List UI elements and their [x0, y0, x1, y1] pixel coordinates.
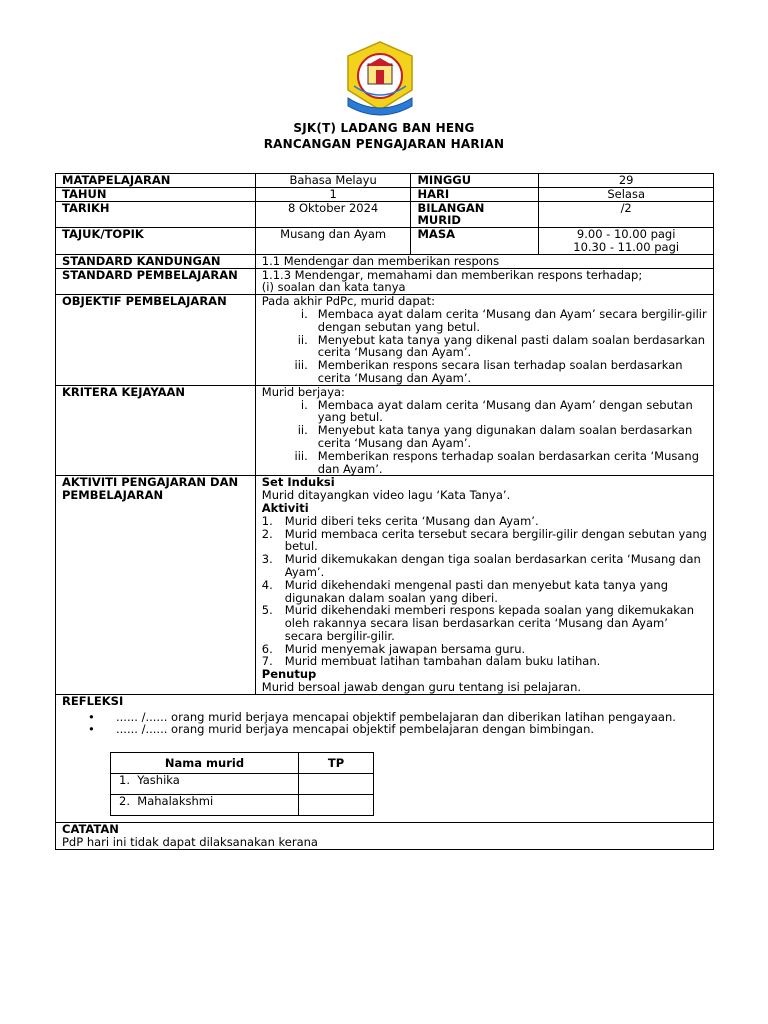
tarikh-value: 8 Oktober 2024	[255, 201, 411, 228]
catatan-content	[56, 823, 714, 850]
objektif-list	[262, 308, 707, 385]
tajuk-value: Musang dan Ayam	[255, 228, 411, 255]
item-number: iii.	[294, 448, 308, 463]
row-standard-kandungan	[56, 254, 714, 268]
nama-murid-header: Nama murid	[111, 753, 299, 774]
kriteria-label: KRITERA KEJAYAAN	[56, 385, 256, 476]
penutup-heading: Penutup	[261, 667, 317, 682]
catatan-text: PdP hari ini tidak dapat dilaksanakan kerana	[62, 835, 318, 850]
masa-value	[539, 228, 714, 255]
row-tajuk	[56, 228, 714, 255]
document-title: RANCANGAN PENGAJARAN HARIAN	[263, 137, 505, 151]
student-table	[110, 752, 374, 816]
tp-cell[interactable]	[299, 795, 374, 816]
item-number: iii.	[294, 358, 308, 373]
item-number: ii.	[297, 332, 308, 347]
refleksi-label: REFLEKSI	[62, 693, 124, 708]
item-text: Memberikan respons terhadap soalan berdasarkan cerita ‘Musang dan Ayam’.	[317, 448, 700, 476]
item-text: Murid dikemukakan dengan tiga soalan berdasarkan cerita ‘Musang dan Ayam’.	[284, 552, 701, 579]
item-text: Murid menyemak jawapan bersama guru.	[284, 641, 526, 656]
refleksi-content	[56, 694, 714, 822]
item-number: 6.	[261, 641, 273, 656]
masa-line1: 9.00 - 10.00 pagi	[576, 227, 676, 242]
list-item	[262, 579, 707, 605]
hari-label: HARI	[411, 187, 539, 201]
item-number: 5.	[261, 603, 273, 618]
set-induksi-heading: Set Induksi	[261, 475, 335, 490]
item-number: 2.	[261, 526, 273, 541]
item-text: Membaca ayat dalam cerita ‘Musang dan Ayam’ secara bergilir-gilir dengan sebutan yang betul.	[317, 306, 707, 334]
item-text: Murid dikehendaki memberi respons kepada soalan yang dikemukakan oleh rakannya secara lisan berdasarkan cerita ‘Musang dan Ayam’ secara bergilir-gilir.	[284, 603, 695, 643]
item-text: Menyebut kata tanya yang digunakan dalam soalan berdasarkan cerita ‘Musang dan Ayam’.	[317, 423, 693, 450]
bilangan-label-line2: MURID	[417, 213, 461, 228]
table-row	[111, 774, 374, 795]
list-item	[262, 308, 707, 334]
bilangan-murid-value: /2	[539, 201, 714, 228]
item-number: 3.	[261, 552, 273, 567]
aktiviti-label-line1: AKTIVITI PENGAJARAN DAN	[62, 475, 239, 490]
row-tahun	[56, 187, 714, 201]
item-text: Menyebut kata tanya yang dikenal pasti dalam soalan berdasarkan cerita ‘Musang dan Ayam’.	[317, 332, 706, 360]
bullet-icon: •	[88, 709, 95, 724]
row-number: 2.	[119, 794, 130, 809]
list-item	[262, 359, 707, 385]
aktiviti-heading: Aktiviti	[261, 500, 309, 515]
row-tarikh	[56, 201, 714, 228]
row-catatan	[56, 823, 714, 850]
aktiviti-label-line2: PEMBELAJARAN	[62, 488, 164, 503]
matapelajaran-label: MATAPELAJARAN	[56, 174, 256, 188]
list-item	[262, 424, 707, 450]
minggu-label: MINGGU	[411, 174, 539, 188]
aktiviti-label	[56, 476, 256, 695]
student-name: Yashika	[137, 773, 180, 788]
item-number: i.	[300, 306, 308, 321]
item-number: 7.	[261, 654, 273, 669]
standard-pembelajaran-text	[255, 268, 713, 295]
item-text: Murid membuat latihan tambahan dalam buku latihan.	[284, 654, 601, 669]
row-objektif	[56, 295, 714, 386]
item-number: ii.	[297, 423, 308, 438]
tahun-value: 1	[255, 187, 411, 201]
objektif-intro: Pada akhir PdPc, murid dapat:	[261, 294, 436, 309]
refleksi-list	[62, 711, 707, 737]
item-text: Memberikan respons secara lisan terhadap soalan berdasarkan cerita ‘Musang dan Ayam’.	[317, 358, 683, 385]
kriteria-content	[255, 385, 713, 476]
item-number: 4.	[261, 577, 273, 592]
hari-value: Selasa	[539, 187, 714, 201]
item-text: Murid membaca cerita tersebut secara bergilir-gilir dengan sebutan yang betul.	[284, 526, 707, 554]
item-text: ...... /...... orang murid berjaya mencapai objektif pembelajaran dengan bimbingan.	[116, 722, 595, 737]
list-item	[262, 553, 707, 579]
list-item	[262, 655, 707, 668]
masa-line2: 10.30 - 11.00 pagi	[573, 239, 680, 254]
bullet-icon: •	[88, 722, 95, 737]
student-name-cell	[111, 774, 299, 795]
list-item	[262, 399, 707, 425]
penutup-text: Murid bersoal jawab dengan guru tentang isi pelajaran.	[261, 680, 582, 695]
list-item	[88, 723, 707, 736]
list-item	[262, 515, 707, 528]
item-text: Murid dikehendaki mengenal pasti dan menyebut kata tanya yang digunakan dalam soalan yang diberi.	[284, 577, 669, 605]
bilangan-murid-label	[411, 201, 539, 228]
tp-header: TP	[299, 753, 374, 774]
catatan-label: CATATAN	[62, 822, 119, 837]
tarikh-label: TARIKH	[56, 201, 256, 228]
item-text: Murid diberi teks cerita ‘Musang dan Ayam’.	[284, 513, 539, 528]
student-table-header	[111, 753, 374, 774]
row-aktiviti	[56, 476, 714, 695]
school-name: SJK(T) LADANG BAN HENG	[293, 121, 475, 135]
item-text: Membaca ayat dalam cerita ‘Musang dan Ayam’ dengan sebutan yang betul.	[317, 397, 693, 425]
row-number: 1.	[119, 773, 130, 788]
lesson-plan-table	[55, 173, 714, 850]
sp-line2: (i) soalan dan kata tanya	[261, 280, 406, 295]
tahun-label: TAHUN	[56, 187, 256, 201]
tajuk-label: TAJUK/TOPIK	[56, 228, 256, 255]
sp-line1: 1.1.3 Mendengar, memahami dan memberikan respons terhadap;	[261, 267, 643, 282]
item-text: ...... /...... orang murid berjaya mencapai objektif pembelajaran dan diberikan latihan pengayaan.	[116, 709, 676, 724]
standard-kandungan-text: 1.1 Mendengar dan memberikan respons	[255, 254, 713, 268]
list-item	[262, 450, 707, 476]
bilangan-label-line1: BILANGAN	[417, 200, 485, 215]
standard-pembelajaran-label: STANDARD PEMBELAJARAN	[56, 268, 256, 295]
standard-kandungan-label: STANDARD KANDUNGAN	[56, 254, 256, 268]
list-item	[262, 334, 707, 360]
minggu-value: 29	[539, 174, 714, 188]
student-name: Mahalakshmi	[137, 794, 214, 809]
kriteria-intro: Murid berjaya:	[261, 384, 345, 399]
row-matapelajaran	[56, 174, 714, 188]
item-number: 1.	[261, 513, 273, 528]
item-number: i.	[300, 397, 308, 412]
tp-cell[interactable]	[299, 774, 374, 795]
row-refleksi	[56, 694, 714, 822]
school-crest-logo	[340, 40, 420, 120]
masa-label: MASA	[411, 228, 539, 255]
objektif-content	[255, 295, 713, 386]
table-row	[111, 795, 374, 816]
list-item	[262, 528, 707, 554]
objektif-label: OBJEKTIF PEMBELAJARAN	[56, 295, 256, 386]
matapelajaran-value: Bahasa Melayu	[255, 174, 411, 188]
row-standard-pembelajaran	[56, 268, 714, 295]
list-item	[262, 604, 707, 642]
student-name-cell	[111, 795, 299, 816]
set-induksi-text: Murid ditayangkan video lagu ‘Kata Tanya’.	[261, 488, 511, 503]
aktiviti-list	[262, 515, 707, 669]
row-kriteria	[56, 385, 714, 476]
kriteria-list	[262, 399, 707, 476]
aktiviti-content	[255, 476, 713, 695]
